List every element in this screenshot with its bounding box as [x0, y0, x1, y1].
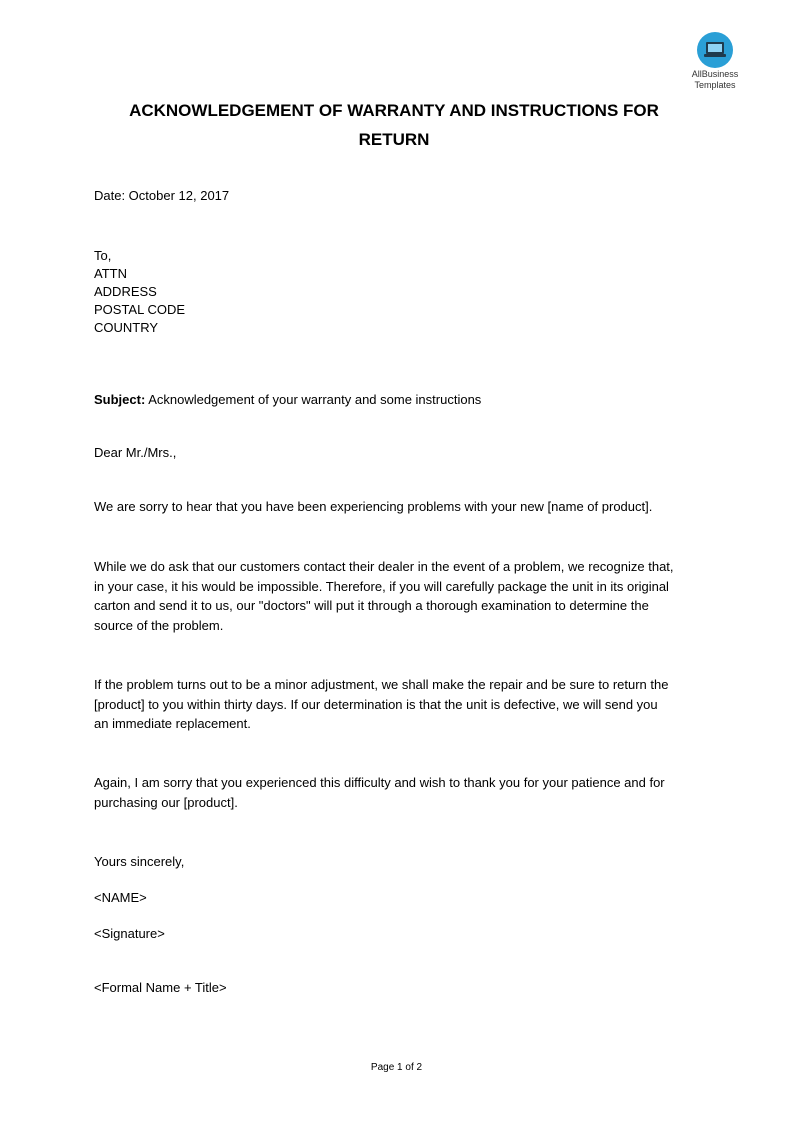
formal-name-placeholder: <Formal Name + Title> [94, 980, 227, 995]
title-line-1: ACKNOWLEDGEMENT OF WARRANTY AND INSTRUCTIONS FOR [129, 101, 659, 120]
closing: Yours sincerely, [94, 854, 185, 869]
logo-text-line1: AllBusiness [691, 69, 739, 79]
paragraph-1 [94, 497, 706, 517]
paragraph-line: in your case, it his would be impossible. Therefore, if you will carefully package the unit in its original [94, 578, 669, 594]
paragraph-3 [94, 675, 706, 734]
paragraph-line: purchasing our [product]. [94, 794, 238, 810]
address-postal-code: POSTAL CODE [94, 302, 186, 317]
paragraph-line: source of the problem. [94, 617, 224, 633]
paragraph-line: [product] to you within thirty days. If our determination is that the unit is defective, we will send you [94, 696, 658, 712]
paragraph-line: We are sorry to hear that you have been experiencing problems with your new [name of product]. [94, 499, 653, 514]
paragraph-line: While we do ask that our customers contact their dealer in the event of a problem, we recognize that, [94, 559, 674, 574]
subject-label: Subject: [94, 392, 146, 407]
paragraph-line: carton and send it to us, our "doctors" will put it through a thorough examination to determine the [94, 598, 649, 613]
paragraph-line: If the problem turns out to be a minor adjustment, we shall make the repair and be sure to return the [94, 677, 669, 692]
address-attn: ATTN [94, 266, 127, 281]
paragraph-line: Again, I am sorry that you experienced this difficulty and wish to thank you for your patience and for [94, 775, 665, 790]
name-placeholder: <NAME> [94, 890, 147, 905]
paragraph-2 [94, 557, 706, 635]
address-country: COUNTRY [94, 320, 159, 335]
paragraph-4 [94, 773, 706, 812]
address-to: To, [94, 248, 112, 263]
paragraph-line: an immediate replacement. [94, 716, 251, 731]
laptop-icon [697, 32, 733, 68]
signature-placeholder: <Signature> [94, 926, 165, 941]
date-line: Date: October 12, 2017 [94, 188, 230, 203]
document-title [94, 96, 694, 154]
salutation: Dear Mr./Mrs., [94, 445, 177, 460]
title-line-2: RETURN [358, 130, 430, 149]
logo-text-line2: Templates [694, 80, 736, 90]
subject-text: Acknowledgement of your warranty and some instructions [145, 392, 482, 407]
allbusiness-templates-logo [684, 32, 746, 90]
subject-line [94, 391, 481, 409]
address-street: ADDRESS [94, 284, 157, 299]
page-number: Page 1 of 2 [370, 1062, 423, 1073]
